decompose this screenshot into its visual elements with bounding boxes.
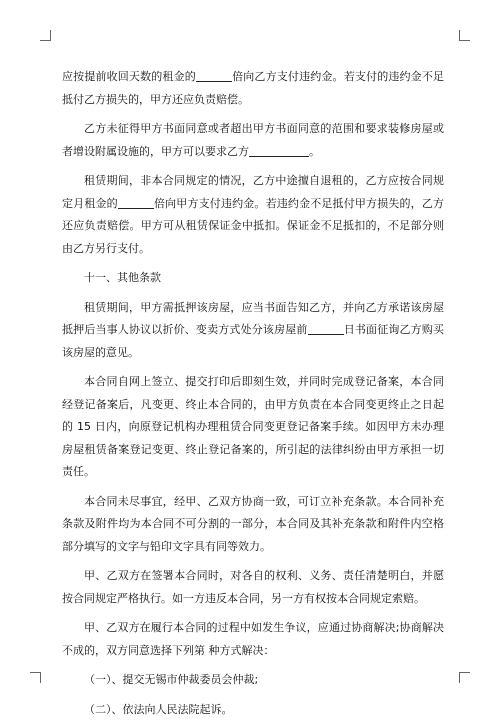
paragraph-early-termination-penalty: 应按提前收回天数的租金的 倍向乙方支付违约金。若支付的违约金不足抵付乙方损失的，甲方还应负责赔偿。 (62, 66, 444, 111)
fill-in-blank (118, 194, 154, 209)
crop-mark-bottom-left (30, 672, 41, 683)
option-litigation: （二）、依法向人民法院起诉。 (84, 702, 233, 716)
paragraph-supplementary-terms: 本合同未尽事宜，经甲、乙双方协商一致，可订立补充条款。本合同补充条款及附件均为本合同不可分割的一部分，本合同及其补充条款和附件内空格部分填写的文字与铅印文字具有同等效力。 (62, 494, 444, 553)
paragraph-unauthorized-renovation: 乙方未征得甲方书面同意或者超出甲方书面同意的范围和要求装修房屋或者增设附属设施的，甲方可以要求乙方 。 (62, 122, 444, 158)
document-body (62, 66, 444, 728)
paragraph-signing-obligations: 甲、乙双方在签署本合同时，对各自的权利、义务、责任清楚明白，并愿按合同规定严格执行。如一方违反本合同，另一方有权按本合同规定索赔。 (62, 569, 444, 605)
section-heading-other-terms: 十一、其他条款 (84, 271, 161, 284)
paragraph-mortgage-notice: 租赁期间，甲方需抵押该房屋，应当书面告知乙方，并向乙方承诺该房屋抵押后当事人协议以折价、变卖方式处分该房屋前 日书面征询乙方购买该房屋的意见。 (62, 300, 444, 359)
fill-in-blank (196, 67, 232, 82)
paragraph-registration: 本合同自网上签立、提交打印后即刻生效，并同时完成登记备案，本合同经登记备案后，凡变更、终止本合同的，由甲方负责在本合同变更终止之日起的 15 日内，向原登记机构办理租赁合同变更登记备案手续。如因甲方未办理房屋租赁备案登记变更、终止登记备案的，所引起的法律纠纷由甲方承担一切责任。 (62, 375, 444, 478)
crop-mark-top-right (459, 30, 470, 41)
fill-in-blank (308, 320, 344, 335)
paragraph-dispute-resolution: 甲、乙双方在履行本合同的过程中如发生争议，应通过协商解决;协商解决不成的，双方同意选择下列第 种方式解决： (62, 621, 444, 657)
fill-in-blank (249, 142, 309, 157)
crop-mark-bottom-right (459, 672, 470, 683)
paragraph-tenant-early-exit: 租赁期间，非本合同规定的情况，乙方中途擅自退租的，乙方应按合同规定月租金的 倍向甲方支付违约金。若违约金不足抵付甲方损失的，乙方还应负责赔偿。甲方可从租赁保证金中抵扣。保证金不足抵扣的，不足部分则由乙方另行支付。 (62, 174, 445, 255)
option-arbitration: （一）、提交无锡市仲裁委员会仲裁; (84, 673, 259, 686)
crop-mark-top-left (40, 30, 51, 41)
